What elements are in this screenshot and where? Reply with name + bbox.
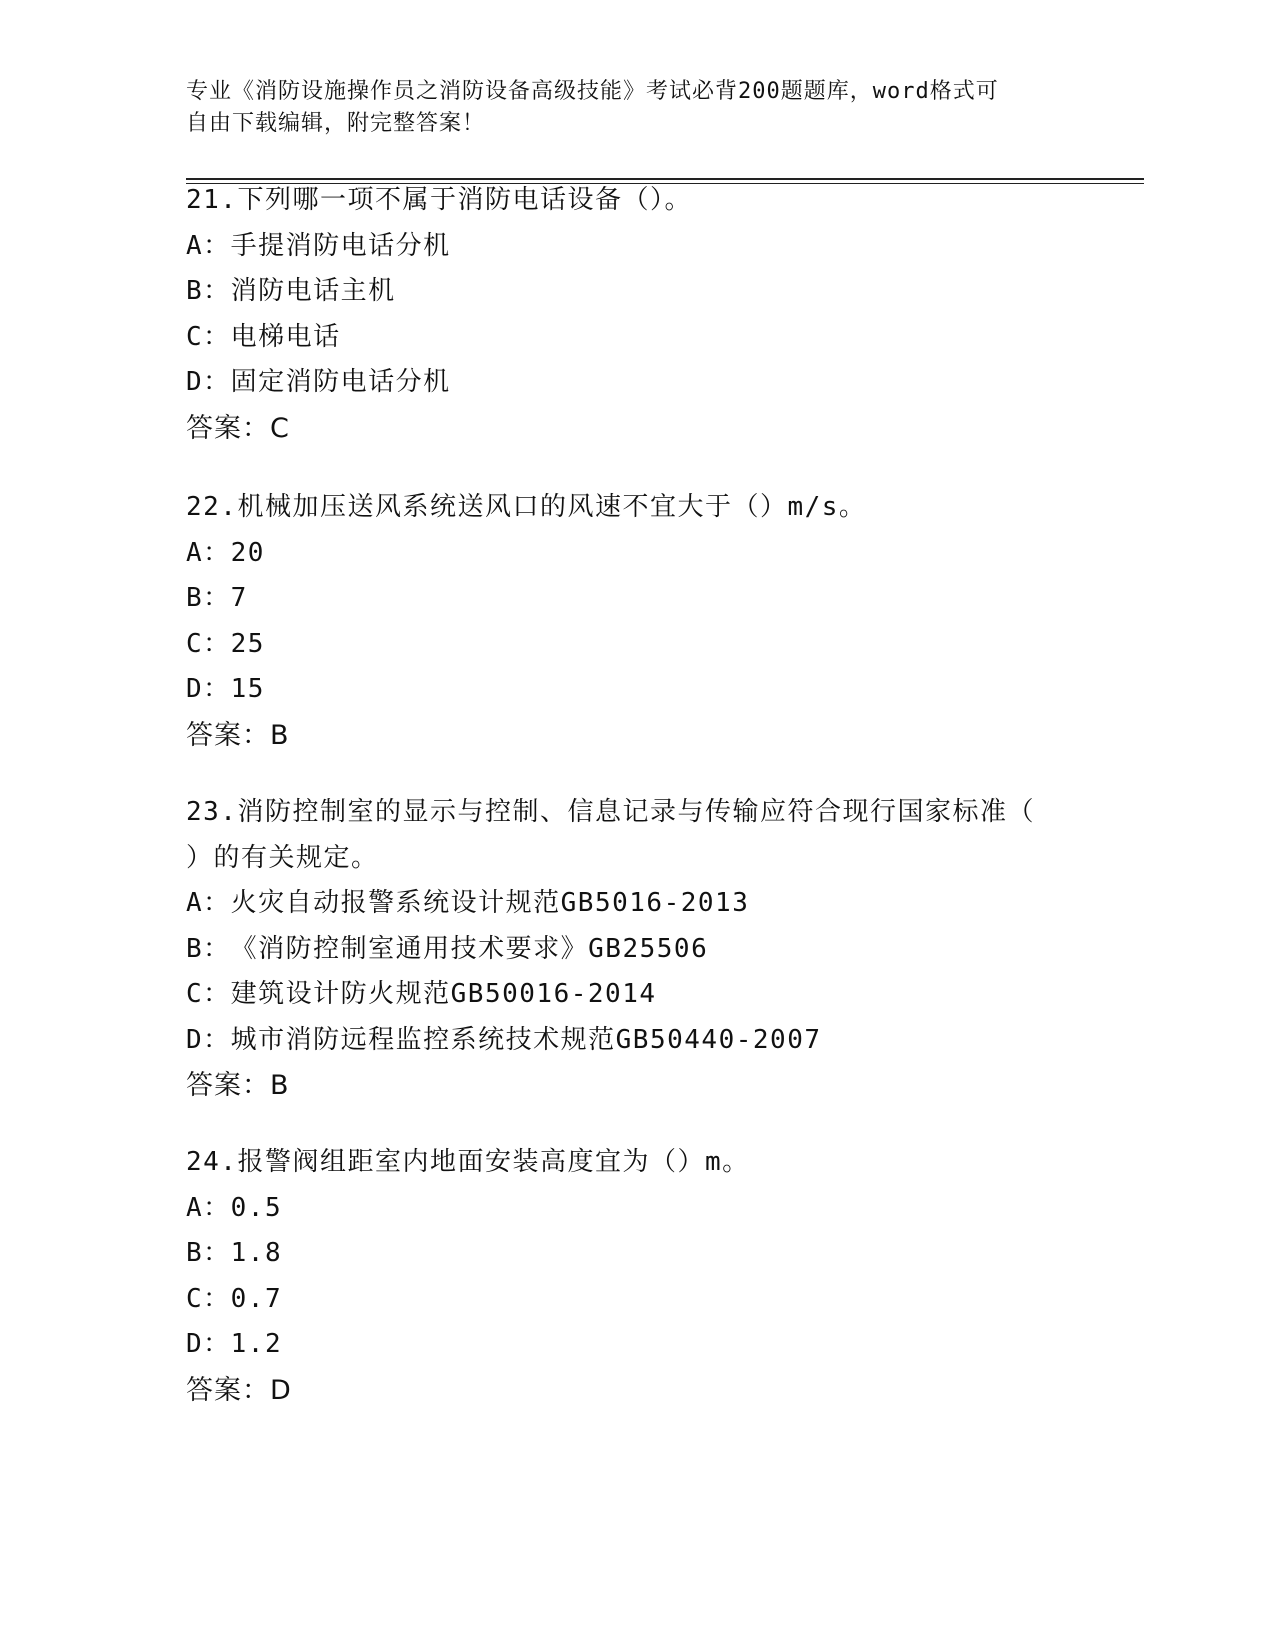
option-label: D： — [186, 1329, 231, 1359]
option-a — [186, 224, 1086, 270]
document-header — [186, 76, 1086, 140]
question-24 — [186, 1140, 1086, 1413]
option-text: 手提消防电话分机 — [230, 230, 451, 261]
option-text: 消防电话主机 — [230, 276, 396, 306]
answer-line: 答案：D — [186, 1374, 292, 1406]
option-b — [186, 269, 1086, 315]
question-stem: 23.消防控制室的显示与控制、信息记录与传输应符合现行国家标准（ — [186, 797, 1035, 827]
option-a — [186, 881, 1086, 927]
header-line-2: 自由下载编辑，附完整答案！ — [186, 111, 486, 136]
option-c — [186, 972, 1086, 1018]
option-text: 1.8 — [230, 1238, 283, 1268]
option-b — [186, 576, 1086, 622]
answer-line: 答案：B — [186, 1070, 290, 1101]
option-text: 25 — [230, 628, 265, 659]
option-label: B： — [186, 276, 231, 306]
option-label: A： — [186, 230, 231, 261]
option-c — [186, 1277, 1086, 1323]
question-21 — [186, 178, 1086, 451]
option-text: 电梯电话 — [230, 321, 341, 352]
option-label: B： — [186, 1238, 231, 1268]
option-text: 1.2 — [230, 1329, 283, 1359]
option-text: 7 — [230, 583, 248, 613]
header-line-1: 专业《消防设施操作员之消防设备高级技能》考试必背200题题库，word格式可 — [186, 79, 999, 104]
option-label: C： — [186, 979, 231, 1009]
option-a — [186, 1186, 1086, 1232]
question-stem: 21.下列哪一项不属于消防电话设备（）。 — [186, 185, 692, 215]
option-d — [186, 1322, 1086, 1368]
answer-line: 答案：C — [186, 412, 290, 444]
option-label: A： — [186, 1192, 231, 1223]
option-label: D： — [186, 674, 231, 704]
option-text: 固定消防电话分机 — [230, 367, 451, 397]
option-text: 20 — [230, 537, 265, 568]
option-label: C： — [186, 321, 231, 352]
option-text: 《消防控制室通用技术要求》GB25506 — [230, 933, 709, 964]
question-stem: 22.机械加压送风系统送风口的风速不宜大于（）m/s。 — [186, 492, 867, 522]
option-text: 建筑设计防火规范GB50016-2014 — [230, 979, 657, 1009]
question-stem: 24.报警阀组距室内地面安装高度宜为（）m。 — [186, 1147, 750, 1177]
option-label: A： — [186, 537, 231, 568]
option-b — [186, 1231, 1086, 1277]
question-stem-continued: ）的有关规定。 — [186, 842, 379, 873]
option-text: 0.5 — [230, 1192, 283, 1223]
option-label: C： — [186, 1283, 231, 1314]
option-label: D： — [186, 367, 231, 397]
answer-line: 答案：B — [186, 719, 290, 751]
option-d — [186, 667, 1086, 713]
option-label: B： — [186, 933, 231, 964]
question-22 — [186, 485, 1086, 758]
option-label: C： — [186, 628, 231, 659]
option-label: D： — [186, 1024, 231, 1055]
option-d — [186, 360, 1086, 406]
option-text: 15 — [230, 674, 265, 704]
option-text: 城市消防远程监控系统技术规范GB50440-2007 — [230, 1024, 822, 1055]
option-text: 火灾自动报警系统设计规范GB5016-2013 — [230, 888, 750, 918]
option-d — [186, 1018, 1086, 1064]
option-c — [186, 315, 1086, 361]
option-label: B： — [186, 583, 231, 613]
question-23 — [186, 790, 1086, 1109]
option-c — [186, 622, 1086, 668]
option-a — [186, 531, 1086, 577]
option-b — [186, 927, 1086, 973]
option-text: 0.7 — [230, 1283, 283, 1314]
option-label: A： — [186, 888, 231, 918]
